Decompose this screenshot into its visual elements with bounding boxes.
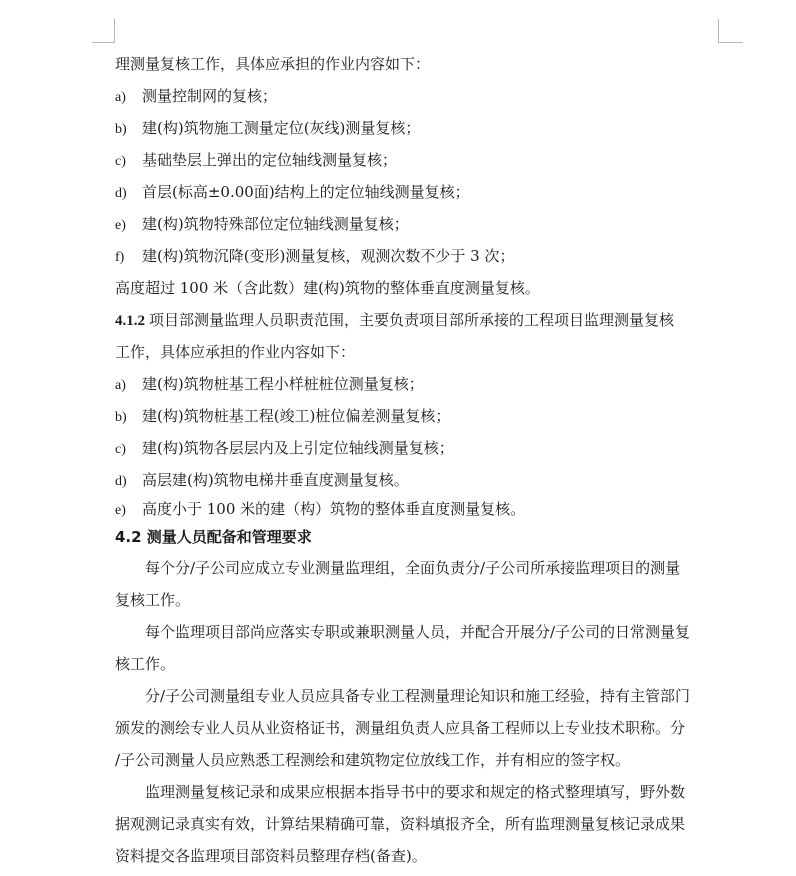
paragraph-line — [115, 552, 725, 584]
line-text: 每个监理项目部尚应落实专职或兼职测量人员，并配合开展分/子公司的日常测量复 — [145, 623, 691, 641]
paragraph-line — [115, 584, 725, 616]
list-marker: f) — [115, 250, 125, 265]
list-item-text: 建(构)筑物沉降(变形)测量复核，观测次数不少于 3 次； — [142, 247, 515, 265]
list-item-text: 建(构)筑物各层层内及上引定位轴线测量复核； — [142, 439, 454, 457]
list-marker: d) — [115, 474, 127, 489]
line-text: 据观测记录真实有效，计算结果精确可靠，资料填报齐全，所有监理测量复核记录成果 — [115, 815, 686, 833]
list-marker: b) — [115, 410, 127, 425]
top-left-crop-mark — [92, 19, 115, 43]
line-text: 工作，具体应承担的作业内容如下： — [115, 343, 356, 361]
paragraph-line — [115, 648, 725, 680]
top-right-crop-mark — [718, 19, 743, 43]
list-marker: a) — [115, 378, 126, 393]
paragraph-line — [115, 680, 725, 712]
list-marker: a) — [115, 90, 126, 105]
paragraph-line — [115, 840, 725, 872]
list-item-text: 建(构)筑物施工测量定位(灰线)测量复核； — [142, 119, 421, 137]
line-text: 理测量复核工作，具体应承担的作业内容如下： — [115, 55, 431, 73]
clause-number: 4.1.2 — [115, 313, 145, 329]
list-item — [115, 80, 725, 112]
list-marker: e) — [115, 218, 126, 233]
list-marker: b) — [115, 122, 127, 137]
paragraph-line — [115, 272, 725, 304]
list-item — [115, 176, 725, 208]
list-item — [115, 496, 725, 522]
list-item — [115, 368, 725, 400]
list-item — [115, 400, 725, 432]
paragraph-line — [115, 712, 725, 744]
paragraph-line — [115, 744, 725, 776]
list-item-text: 建(构)筑物桩基工程(竣工)桩位偏差测量复核； — [142, 407, 451, 425]
list-item-text: 建(构)筑物特殊部位定位轴线测量复核； — [142, 215, 409, 233]
list-item — [115, 240, 725, 272]
paragraph-line — [115, 776, 725, 808]
list-marker: c) — [115, 442, 126, 457]
paragraph-line — [115, 48, 725, 80]
document-body — [115, 48, 725, 872]
numbered-clause — [115, 304, 725, 336]
list-item-text: 高层建(构)筑物电梯井垂直度测量复核。 — [142, 471, 409, 489]
list-item-text: 首层(标高±0.00面)结构上的定位轴线测量复核； — [142, 183, 470, 201]
paragraph-line — [115, 336, 725, 368]
line-text: 资料提交各监理项目部资料员整理存档(备查)。 — [115, 847, 427, 865]
list-marker: c) — [115, 154, 126, 169]
line-text: 分/子公司测量组专业人员应具备专业工程测量理论知识和施工经验，持有主管部门 — [145, 687, 691, 705]
list-item — [115, 144, 725, 176]
line-text: 复核工作。 — [115, 591, 191, 609]
clause-text: 项目部测量监理人员职责范围，主要负责项目部所承接的工程项目监理测量复核 — [149, 311, 675, 329]
heading-text: 4.2 测量人员配备和管理要求 — [115, 528, 312, 546]
list-item-text: 建(构)筑物桩基工程小样桩桩位测量复核； — [142, 375, 424, 393]
line-text: 监理测量复核记录和成果应根据本指导书中的要求和规定的格式整理填写，野外数 — [145, 783, 686, 801]
paragraph-line — [115, 616, 725, 648]
line-text: 每个分/子公司应成立专业测量监理组，全面负责分/子公司所承接监理项目的测量 — [145, 559, 681, 577]
line-text: 高度超过 100 米（含此数）建(构)筑物的整体垂直度测量复核。 — [115, 279, 540, 297]
list-item-text: 高度小于 100 米的建（构）筑物的整体垂直度测量复核。 — [142, 500, 526, 518]
section-heading — [115, 522, 725, 552]
list-item-text: 基础垫层上弹出的定位轴线测量复核； — [142, 151, 398, 169]
list-item — [115, 464, 725, 496]
list-marker: e) — [115, 503, 126, 518]
paragraph-line — [115, 808, 725, 840]
line-text: 核工作。 — [115, 655, 176, 673]
list-item — [115, 208, 725, 240]
line-text: /子公司测量人员应熟悉工程测绘和建筑物定位放线工作，并有相应的签字权。 — [115, 751, 631, 769]
list-marker: d) — [115, 186, 127, 201]
list-item-text: 测量控制网的复核； — [142, 87, 278, 105]
list-item — [115, 432, 725, 464]
line-text: 颁发的测绘专业人员从业资格证书，测量组负责人应具备工程师以上专业技术职称。分 — [115, 719, 686, 737]
list-item — [115, 112, 725, 144]
